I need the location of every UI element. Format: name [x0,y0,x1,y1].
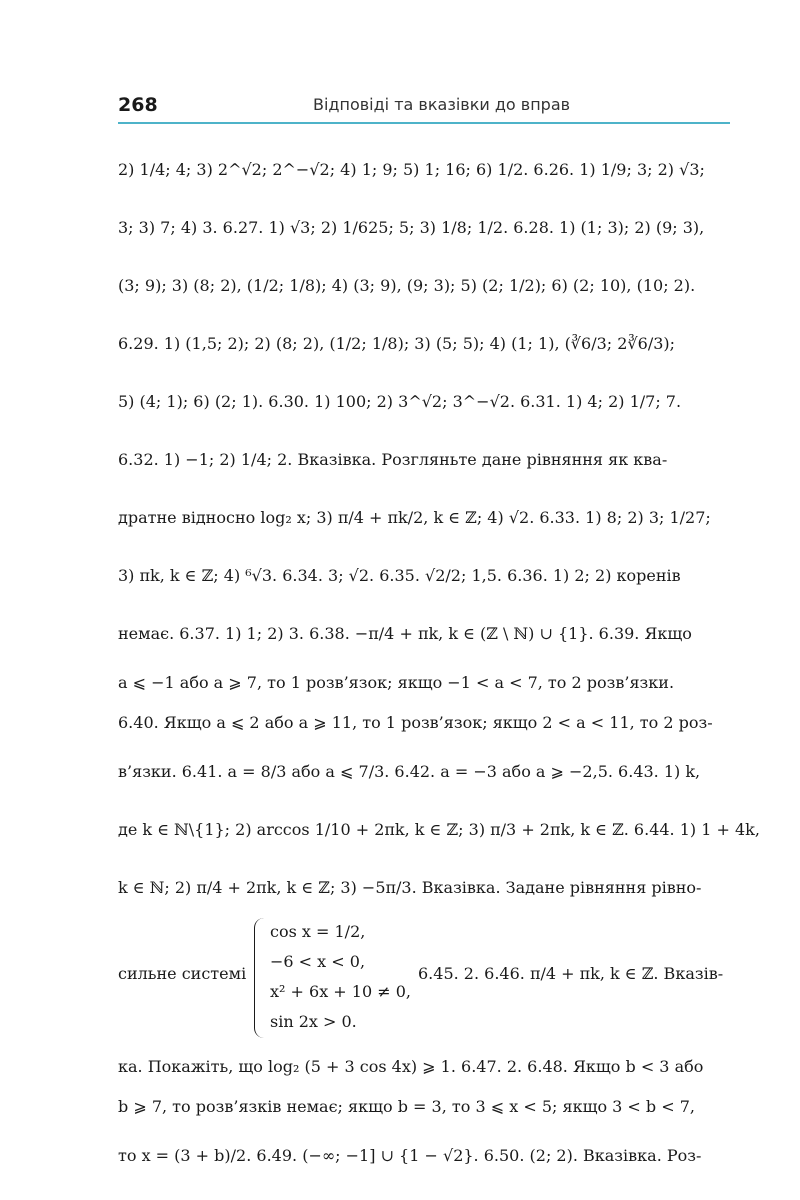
equation-system [118,916,730,1046]
page-number: 268 [118,94,158,116]
text-line: ка. Покажіть, що log₂ (5 + 3 cos 4x) ⩾ 1. 6.47. 2. 6.48. Якщо b < 3 або [118,1056,704,1076]
text-line: в’язки. 6.41. a = 8/3 або a ⩽ 7/3. 6.42. a = −3 або a ⩾ −2,5. 6.43. 1) k, [118,761,701,781]
system-equation: −6 < x < 0, [270,951,366,971]
text-line: 5) (4; 1); 6) (2; 1). 6.30. 1) 100; 2) 3^√2; 3^−√2. 6.31. 1) 4; 2) 1/7; 7. [118,391,682,411]
system-label: сильне системі [118,964,247,983]
text-line: 2) 1/4; 4; 3) 2^√2; 2^−√2; 4) 1; 9; 5) 1; 16; 6) 1/2. 6.26. 1) 1/9; 3; 2) √3; [118,159,705,179]
system-equation: x² + 6x + 10 ≠ 0, [270,981,411,1001]
system-equation: cos x = 1/2, [270,921,366,941]
text-line: b ⩾ 7, то розв’язків немає; якщо b = 3, то 3 ⩽ x < 5; якщо 3 < b < 7, [118,1096,695,1116]
text-line: 6.40. Якщо a ⩽ 2 або a ⩾ 11, то 1 розв’язок; якщо 2 < a < 11, то 2 роз- [118,712,713,732]
system-equations [270,916,411,1036]
text-line: дратне відносно log₂ x; 3) π/4 + πk/2, k ∈ ℤ; 4) √2. 6.33. 1) 8; 2) 3; 1/27; [118,507,711,527]
running-title: Відповіді та вказівки до вправ [313,95,571,114]
system-equation: sin 2x > 0. [270,1011,357,1031]
text-line: k ∈ ℕ; 2) π/4 + 2πk, k ∈ ℤ; 3) −5π/3. Вказівка. Задане рівняння рівно- [118,877,702,897]
text-line: 6.29. 1) (1,5; 2); 2) (8; 2), (1/2; 1/8); 3) (5; 5); 4) (1; 1), (∛6/3; 2∛6/3); [118,333,676,353]
text-line: де k ∈ ℕ\{1}; 2) arccos 1/10 + 2πk, k ∈ ℤ; 3) π/3 + 2πk, k ∈ ℤ. 6.44. 1) 1 + 4k, [118,819,760,839]
text-line: a ⩽ −1 або a ⩾ 7, то 1 розв’язок; якщо −1 < a < 7, то 2 розв’язки. [118,672,675,692]
text-line: немає. 6.37. 1) 1; 2) 3. 6.38. −π/4 + πk, k ∈ (ℤ \ ℕ) ∪ {1}. 6.39. Якщо [118,623,692,643]
text-line: то x = (3 + b)/2. 6.49. (−∞; −1] ∪ {1 − √2}. 6.50. (2; 2). Вказівка. Роз- [118,1145,702,1165]
text-line: 3; 3) 7; 4) 3. 6.27. 1) √3; 2) 1/625; 5; 3) 1/8; 1/2. 6.28. 1) (1; 3); 2) (9; 3), [118,217,705,237]
left-brace [254,918,267,1038]
text-line: (3; 9); 3) (8; 2), (1/2; 1/8); 4) (3; 9), (9; 3); 5) (2; 1/2); 6) (2; 10), (10; 2). [118,275,696,295]
text-line: 6.32. 1) −1; 2) 1/4; 2. Вказівка. Розгляньте дане рівняння як ква- [118,449,668,469]
system-continuation: 6.45. 2. 6.46. π/4 + πk, k ∈ ℤ. Вказів- [418,964,724,983]
page-header [118,88,730,124]
answers-body [118,140,760,1184]
text-line: 3) πk, k ∈ ℤ; 4) ⁶√3. 6.34. 3; √2. 6.35. √2/2; 1,5. 6.36. 1) 2; 2) коренів [118,565,681,585]
